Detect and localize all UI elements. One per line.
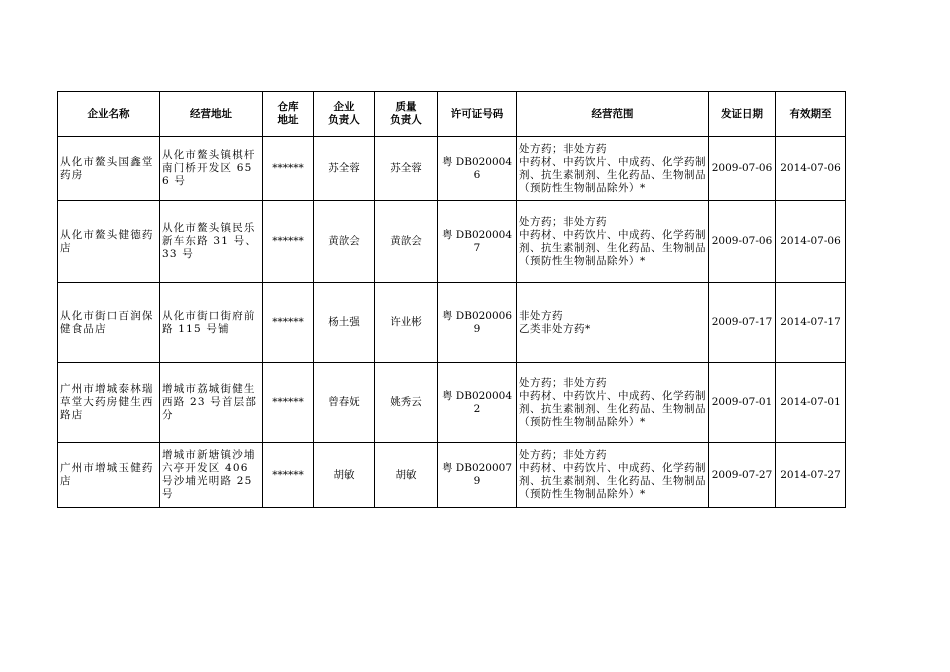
license-table bbox=[57, 91, 846, 508]
business-scope: 处方药；非处方药 中药材、中药饮片、中成药、化学药制剂、抗生素制剂、生化药品、生物制品（预防性生物制品除外）* bbox=[517, 363, 709, 443]
header-issue-date: 发证日期 bbox=[709, 92, 776, 137]
company-name: 从化市鳌头健德药店 bbox=[58, 201, 160, 283]
license-number: 粤 DB0200069 bbox=[438, 283, 517, 363]
business-scope: 处方药；非处方药 中药材、中药饮片、中成药、化学药制剂、抗生素制剂、生化药品、生物制品（预防性生物制品除外）* bbox=[517, 201, 709, 283]
legal-person: 黄歆会 bbox=[314, 201, 375, 283]
company-name: 广州市增城泰林瑞草堂大药房健生西路店 bbox=[58, 363, 160, 443]
business-scope: 处方药；非处方药 中药材、中药饮片、中成药、化学药制剂、抗生素制剂、生化药品、生物制品（预防性生物制品除外）* bbox=[517, 443, 709, 508]
header-scope: 经营范围 bbox=[517, 92, 709, 137]
expiry-date: 2014-07-01 bbox=[776, 363, 846, 443]
business-address: 增城市新塘镇沙埔六亭开发区 406 号沙埔光明路 25 号 bbox=[160, 443, 263, 508]
issue-date: 2009-07-27 bbox=[709, 443, 776, 508]
legal-person: 杨土强 bbox=[314, 283, 375, 363]
warehouse-address: ****** bbox=[263, 443, 314, 508]
warehouse-address: ****** bbox=[263, 283, 314, 363]
header-address: 经营地址 bbox=[160, 92, 263, 137]
legal-person: 曾春妩 bbox=[314, 363, 375, 443]
issue-date: 2009-07-06 bbox=[709, 201, 776, 283]
company-name: 从化市鳌头国鑫堂药房 bbox=[58, 137, 160, 201]
business-address: 从化市鳌头镇民乐新车东路 31 号、33 号 bbox=[160, 201, 263, 283]
company-name: 从化市街口百润保健食品店 bbox=[58, 283, 160, 363]
table-row bbox=[58, 283, 846, 363]
header-warehouse: 仓库 地址 bbox=[263, 92, 314, 137]
business-address: 从化市街口街府前路 115 号铺 bbox=[160, 283, 263, 363]
license-number: 粤 DB0200047 bbox=[438, 201, 517, 283]
expiry-date: 2014-07-17 bbox=[776, 283, 846, 363]
warehouse-address: ****** bbox=[263, 201, 314, 283]
business-scope: 处方药；非处方药 中药材、中药饮片、中成药、化学药制剂、抗生素制剂、生化药品、生物制品（预防性生物制品除外）* bbox=[517, 137, 709, 201]
quality-person: 许业彬 bbox=[375, 283, 438, 363]
header-legal-person: 企业 负责人 bbox=[314, 92, 375, 137]
header-name: 企业名称 bbox=[58, 92, 160, 137]
issue-date: 2009-07-17 bbox=[709, 283, 776, 363]
table-row bbox=[58, 443, 846, 508]
issue-date: 2009-07-01 bbox=[709, 363, 776, 443]
company-name: 广州市增城玉健药店 bbox=[58, 443, 160, 508]
business-address: 增城市荔城街健生西路 23 号首层部分 bbox=[160, 363, 263, 443]
license-number: 粤 DB0200042 bbox=[438, 363, 517, 443]
header-expiry: 有效期至 bbox=[776, 92, 846, 137]
expiry-date: 2014-07-27 bbox=[776, 443, 846, 508]
header-license: 许可证号码 bbox=[438, 92, 517, 137]
expiry-date: 2014-07-06 bbox=[776, 137, 846, 201]
legal-person: 胡敏 bbox=[314, 443, 375, 508]
header-row bbox=[58, 92, 846, 137]
license-number: 粤 DB0200046 bbox=[438, 137, 517, 201]
table-row bbox=[58, 137, 846, 201]
table-row bbox=[58, 363, 846, 443]
quality-person: 黄歆会 bbox=[375, 201, 438, 283]
issue-date: 2009-07-06 bbox=[709, 137, 776, 201]
quality-person: 姚秀云 bbox=[375, 363, 438, 443]
business-scope: 非处方药 乙类非处方药* bbox=[517, 283, 709, 363]
warehouse-address: ****** bbox=[263, 137, 314, 201]
business-address: 从化市鳌头镇棋杆南门桥开发区 656 号 bbox=[160, 137, 263, 201]
quality-person: 苏全蓉 bbox=[375, 137, 438, 201]
expiry-date: 2014-07-06 bbox=[776, 201, 846, 283]
warehouse-address: ****** bbox=[263, 363, 314, 443]
header-quality-person: 质量 负责人 bbox=[375, 92, 438, 137]
table-row bbox=[58, 201, 846, 283]
legal-person: 苏全蓉 bbox=[314, 137, 375, 201]
quality-person: 胡敏 bbox=[375, 443, 438, 508]
license-number: 粤 DB0200079 bbox=[438, 443, 517, 508]
